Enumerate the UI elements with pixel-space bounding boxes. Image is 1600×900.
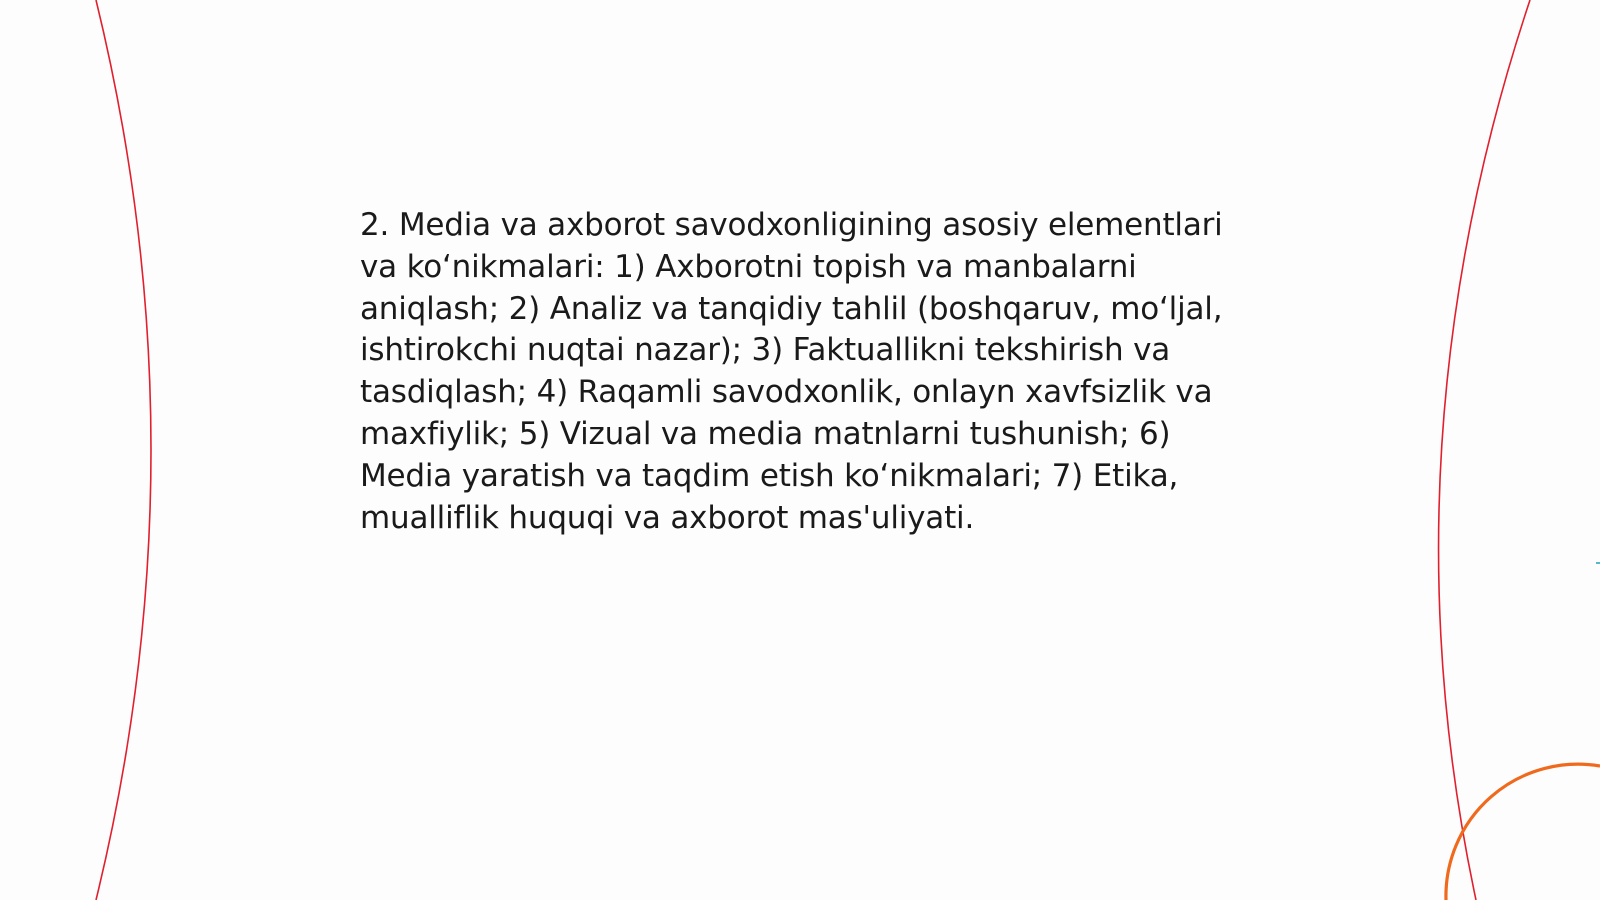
orange-circle-arc [1446,764,1600,900]
left-red-arc [96,0,151,900]
slide-body-text: 2. Media va axborot savodxonligining asosiy elementlari va ko‘nikmalari: 1) Axborotni topish va manbalarni aniqlash; 2) Analiz va tanqidiy tahlil (boshqaruv, mo‘ljal, ishtirokchi nuqtai nazar); 3) Faktuallikni tekshirish va tasdiqlash; 4) Raqamli savodxonlik, onlayn xavfsizlik va maxfiylik; 5) Vizual va media matnlarni tushunish; 6) Media yaratish va taqdim etish ko‘nikmalari; 7) Etika, mualliflik huquqi va axborot mas'uliyati. [360,207,1223,536]
right-red-arc [1439,0,1530,900]
